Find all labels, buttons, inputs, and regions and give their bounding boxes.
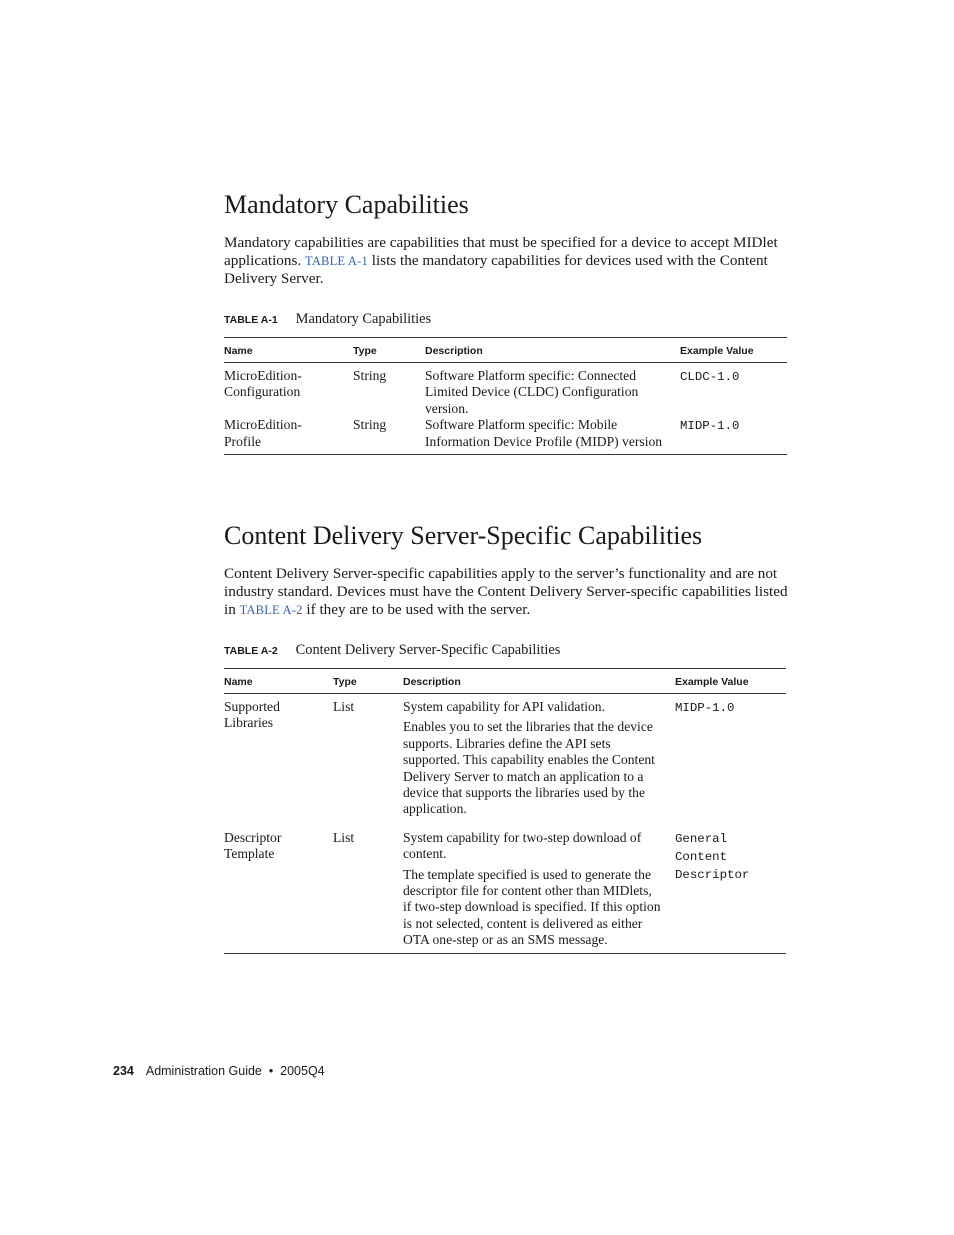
example-value: CLDC-1.0: [680, 370, 740, 384]
cell-name: [224, 363, 353, 418]
table-row: [224, 363, 787, 418]
example-value: MIDP-1.0: [680, 419, 740, 434]
column-header: Type: [333, 669, 403, 694]
cell-text: MicroEdition-Profile: [224, 417, 302, 449]
column-header: Name: [224, 669, 333, 694]
cell-description: [403, 830, 675, 953]
paragraph-text: Mandatory capabilities are capabilities that must be specified for a device to accept MIDlet applications.: [224, 234, 778, 269]
column-header: Type: [353, 338, 425, 363]
cell-name: Descriptor Template: [224, 830, 333, 953]
table-row: [224, 694, 786, 830]
cell-type: String: [353, 417, 425, 454]
description-detail: The template specified is used to generate the descriptor file for content other than MIDlets, if two-step download is specified. If this option is not selected, content is delivered as either OTA one-step or as an SMS message.: [403, 866, 661, 948]
section-cds-capabilities: [224, 521, 824, 551]
column-header: Example Value: [675, 669, 786, 694]
example-value: MIDP-1.0: [675, 701, 735, 715]
description-detail: Enables you to set the libraries that the device supports. Libraries define the API sets supported. This capability enables the Content Delivery Server to match an application to a device that supports the libraries used by the application.: [403, 719, 655, 817]
section-intro: [224, 234, 794, 288]
section-heading: Mandatory Capabilities: [224, 190, 469, 219]
column-header: Name: [224, 338, 353, 363]
cell-type: List: [333, 830, 403, 953]
table-caption-title: Content Delivery Server-Specific Capabilities: [295, 642, 561, 658]
cell-example: [675, 830, 786, 953]
cell-example: [675, 694, 786, 830]
cell-type: String: [353, 368, 387, 383]
paragraph-text: Content Delivery Server-specific capabilities apply to the server’s functionality and are not industry standard. Devices must have the Content Delivery Server-specific capabilities listed in: [224, 565, 788, 618]
cell-description: Software Platform specific: Mobile Information Device Profile (MIDP) version: [425, 417, 680, 454]
table-a2-link[interactable]: TABLE A-2: [239, 603, 303, 617]
cell-name: [224, 417, 353, 454]
cell-type: List: [333, 699, 355, 714]
cell-example: [680, 417, 787, 454]
example-value: General Content Descriptor: [675, 831, 750, 882]
cell-name: Supported Libraries: [224, 699, 280, 731]
cds-capabilities-table: [224, 668, 786, 954]
intro-paragraph: [224, 565, 794, 619]
section-mandatory-capabilities: [224, 190, 794, 220]
page-number: 234: [113, 1064, 134, 1078]
table-row: [224, 417, 787, 454]
table-a1-link[interactable]: TABLE A-1: [304, 254, 368, 268]
paragraph-text: if they are to be used with the server.: [302, 601, 531, 618]
section-intro: [224, 565, 794, 619]
intro-paragraph: [224, 234, 794, 288]
footer-text: Administration Guide • 2005Q4: [145, 1064, 325, 1078]
column-header: Description: [403, 669, 675, 694]
section-heading: Content Delivery Server-Specific Capabilities: [224, 521, 703, 550]
table-caption: [224, 641, 560, 659]
column-header: Example Value: [680, 338, 787, 363]
cell-description: Software Platform specific: Connected Limited Device (CLDC) Configuration version.: [425, 368, 639, 416]
paragraph-text: lists the mandatory capabilities for devices used with the Content Delivery Server.: [224, 252, 768, 287]
table-caption-title: Mandatory Capabilities: [295, 311, 432, 327]
table-row: [224, 830, 786, 953]
table-header-row: [224, 338, 787, 363]
page-footer: [113, 1064, 325, 1078]
table-header-row: [224, 669, 786, 694]
table-caption-number: TABLE A-2: [224, 645, 278, 657]
description-summary: System capability for API validation.: [403, 699, 605, 714]
column-header: Description: [425, 338, 680, 363]
mandatory-capabilities-table: [224, 337, 787, 455]
description-summary: System capability for two-step download of content.: [403, 829, 642, 862]
table-caption-number: TABLE A-1: [224, 314, 278, 326]
cell-example: [680, 363, 787, 418]
table-caption: [224, 310, 431, 328]
cell-description: [403, 694, 675, 830]
cell-text: MicroEdition-Configuration: [224, 368, 302, 400]
